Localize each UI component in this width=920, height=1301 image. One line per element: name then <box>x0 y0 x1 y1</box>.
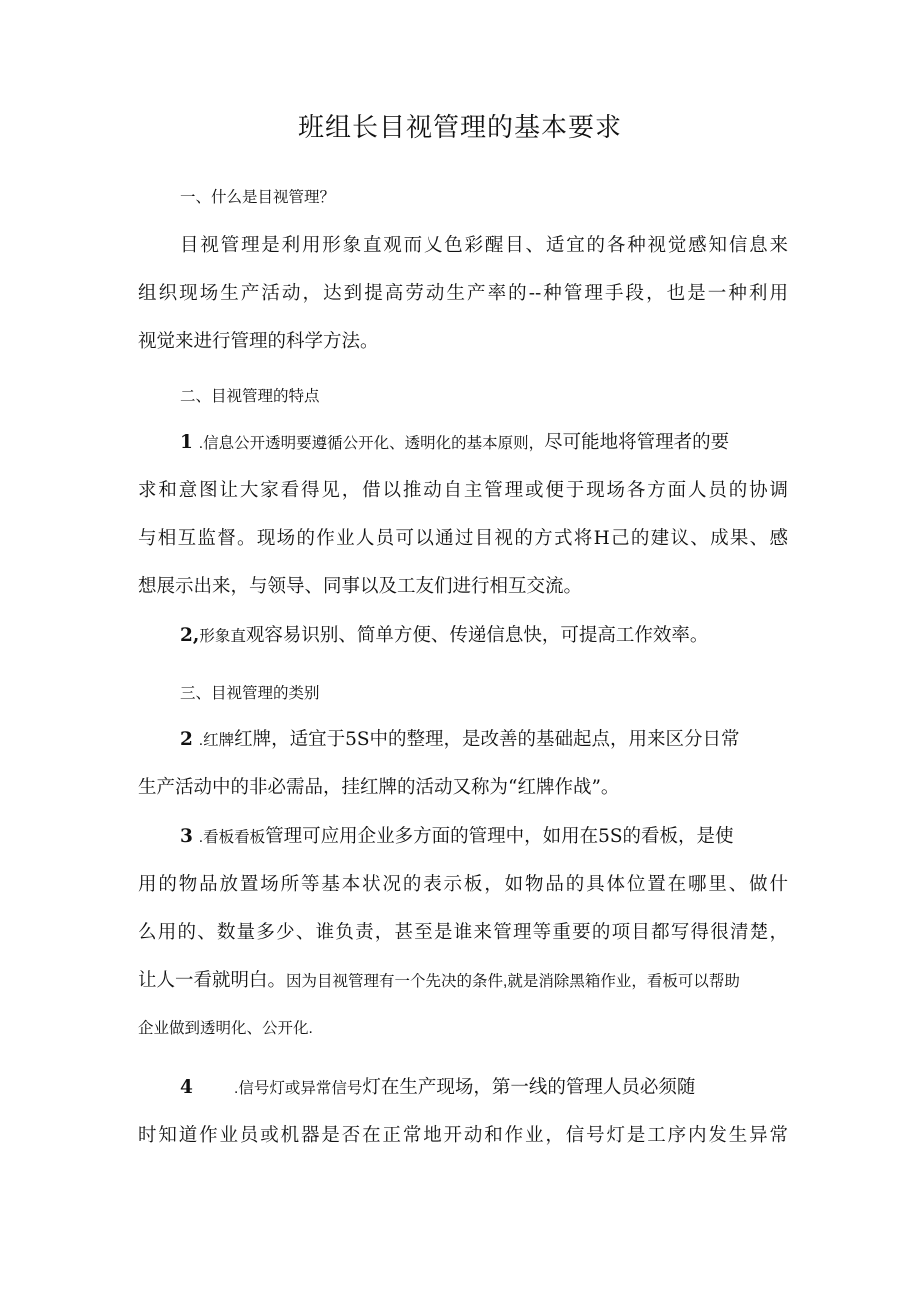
paragraph-line: 企业做到透明化、公开化. <box>138 1020 313 1037</box>
item-text-sans: 因为目视管理有一个先决的条件,就是消除黑箱作业，看板可以帮助 <box>286 973 740 990</box>
section-1-paragraph <box>138 222 788 366</box>
section-3-item-red-tag <box>138 716 788 812</box>
item-text: 灯在生产现场，第一线的管理人员必须随 <box>362 1077 696 1098</box>
item-text: 管理可应用企业多方面的管理中，如用在5S的看板，是使 <box>265 826 734 847</box>
section-heading-1: 一、什么是目视管理？ <box>180 189 336 206</box>
paragraph-line: 与相互监督。现场的作业人员可以通过目视的方式将H己的建议、成果、感 <box>138 528 788 549</box>
item-number: 2 <box>180 729 193 750</box>
paragraph-line <box>138 957 788 1005</box>
section-heading-3: 三、目视管理的类别 <box>180 685 320 702</box>
paragraph-line: 用的物品放置场所等基本状况的表示板，如物品的具体位置在哪里、做什 <box>138 874 788 895</box>
paragraph-line <box>138 612 788 660</box>
item-lead: .信号灯或异常信号 <box>234 1080 363 1097</box>
paragraph-line: 求和意图让大家看得见，借以推动自主管理或便于现场各方面人员的协调 <box>138 480 788 501</box>
paragraph-line <box>138 1064 788 1112</box>
paragraph-line: 生产活动中的非必需品，挂红牌的活动又称为“红牌作战”。 <box>138 777 620 798</box>
item-number: 1 <box>180 432 193 453</box>
item-lead: .红牌 <box>198 732 235 749</box>
item-number: 3 <box>180 826 193 847</box>
item-text: 让人一看就明白。 <box>138 970 287 991</box>
item-lead: .信息公开透明要遵循公开化、透明化的基本原则， <box>198 435 545 452</box>
paragraph-line <box>138 419 788 467</box>
item-text: 尽可能地将管理者的要 <box>544 432 730 453</box>
section-3-item-signal-light <box>138 1064 788 1160</box>
section-2-item-2 <box>138 612 788 660</box>
page-title: 班组长目视管理的基本要求 <box>297 113 622 143</box>
section-2-item-1 <box>138 419 788 611</box>
item-text: 观容易识别、简单方便、传递信息快，可提高工作效率。 <box>245 625 709 646</box>
item-text: 红牌，适宜于5S中的整理，是改善的基础起点，用来区分日常 <box>234 729 740 750</box>
section-heading-2: 二、目视管理的特点 <box>180 388 320 405</box>
paragraph-line: 视觉来进行管理的科学方法。 <box>138 331 379 352</box>
paragraph-line <box>138 716 788 764</box>
paragraph-line <box>138 813 788 861</box>
section-3-item-kanban <box>138 813 788 1053</box>
item-lead: 形象直 <box>199 628 246 645</box>
paragraph-line: 目视管理是利用形象直观而乂色彩醒目、适宜的各种视觉感知信息来 <box>180 235 788 256</box>
paragraph-line: 么用的、数量多少、谁负责，甚至是谁来管理等重要的项目都写得很清楚， <box>138 922 788 943</box>
item-lead: .看板看板 <box>198 829 266 846</box>
item-number: 4 <box>180 1077 193 1098</box>
paragraph-line: 想展示出来，与领导、同事以及工友们进行相互交流。 <box>138 576 583 597</box>
paragraph-line: 时知道作业员或机器是否在正常地开动和作业，信号灯是工序内发生异常 <box>138 1125 788 1146</box>
item-number: 2, <box>180 625 200 646</box>
paragraph-line: 组织现场生产活动，达到提高劳动生产率的--种管理手段，也是一种利用 <box>138 283 788 304</box>
